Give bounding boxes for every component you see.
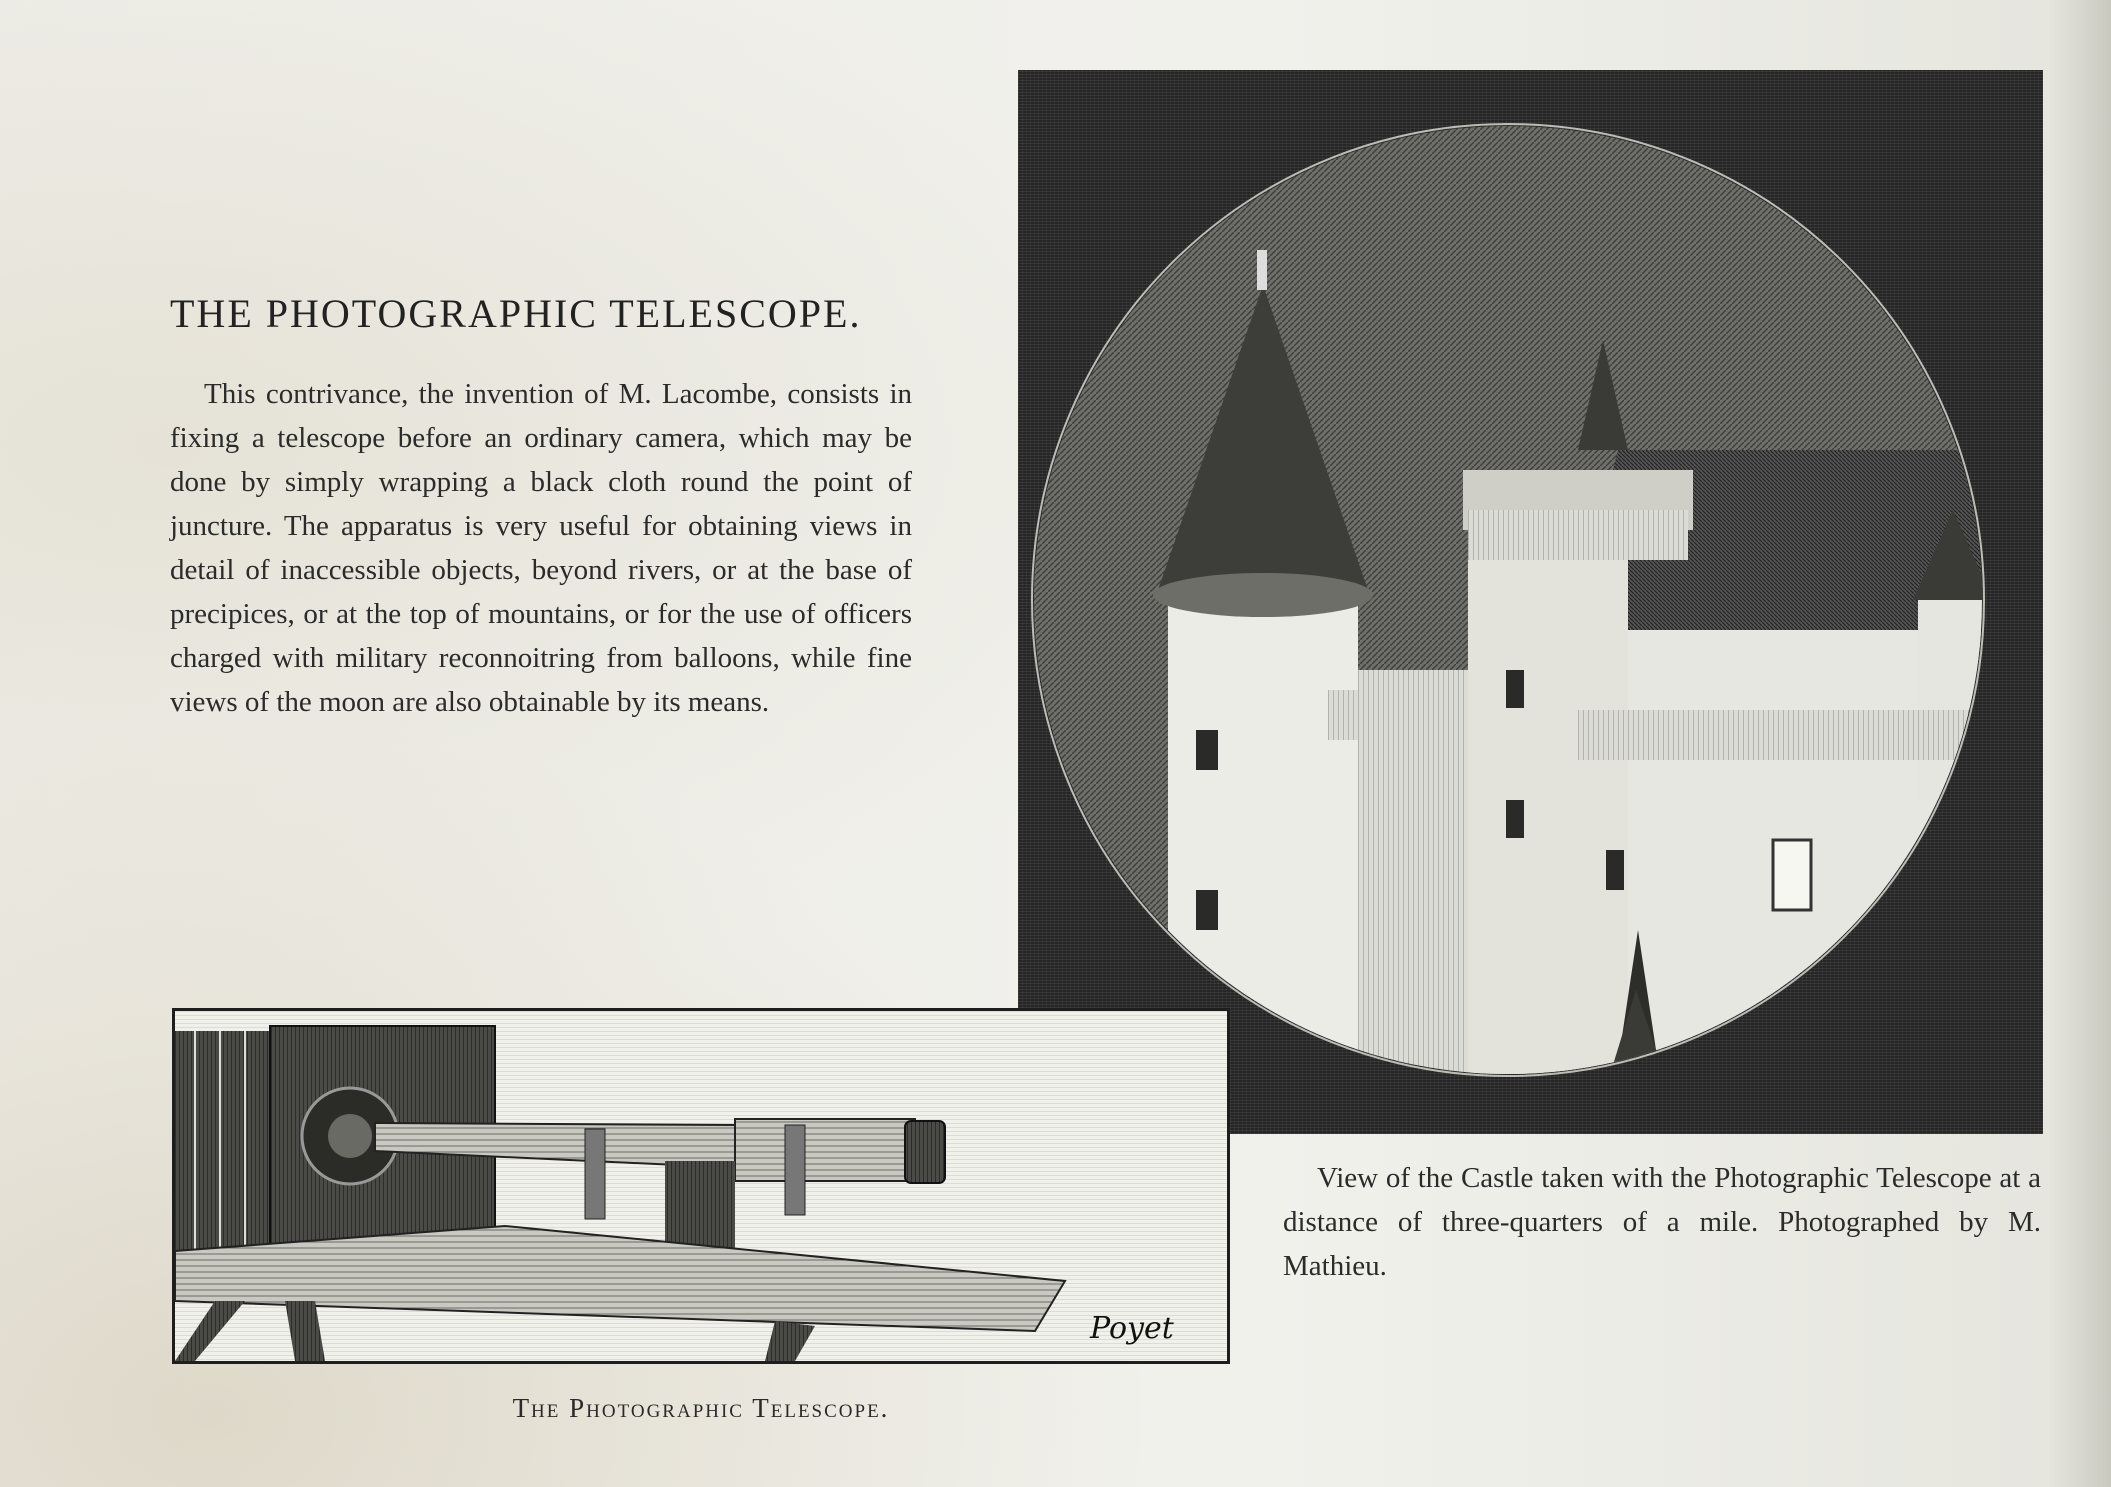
castle-engraving — [1018, 70, 2043, 1134]
telescope-illustration — [175, 1011, 1227, 1361]
telescope-engraving — [172, 1008, 1230, 1364]
telescope-caption: The Photographic Telescope. — [512, 1393, 890, 1423]
castle-caption: View of the Castle taken with the Photographic Telescope at a distance of three-quarters of a mile. Photographed by M. Mathieu. — [1283, 1162, 2041, 1282]
article-headline: THE PHOTOGRAPHIC TELESCOPE. — [170, 291, 862, 336]
article-body: This contrivance, the invention of M. Lacombe, consists in fixing a telescope before an ordinary camera, which may be done by simply wrapping a black cloth round the point of juncture. The apparatus is very useful for obtaining views in detail of inaccessible objects, beyond rivers, or at the base of precipices, or at the top of mountains, or for the use of officers charged with military reconnoitring from balloons, while fine views of the moon are also obtainable by its means. — [170, 378, 912, 718]
engraver-signature: Poyet — [1090, 1311, 1174, 1346]
castle-illustration — [1018, 70, 2043, 1134]
